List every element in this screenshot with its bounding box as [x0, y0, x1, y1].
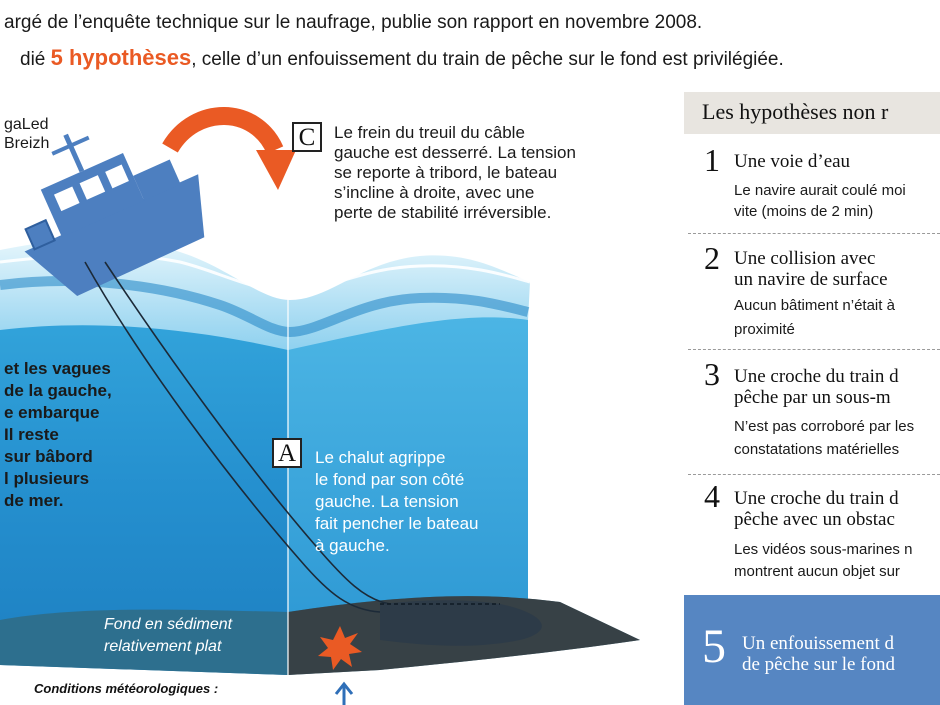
hypothesis-title: Une croche du train d — [734, 366, 899, 387]
hypothesis-title: Une voie d’eau — [734, 151, 851, 172]
step-c-line: perte de stabilité irréversible. — [334, 203, 552, 222]
retained-hypothesis-number: 5 — [702, 620, 726, 673]
step-b-line: e embarque — [4, 403, 100, 422]
hypothesis-text: Aucun bâtiment n’était à — [734, 297, 895, 314]
hypothesis-number: 4 — [704, 478, 720, 514]
hypothesis-text: N’est pas corroboré par les — [734, 418, 915, 435]
hypothesis-title: pêche par un sous-m — [734, 387, 891, 408]
step-b-line: de la gauche, — [4, 381, 112, 400]
hypothesis-title: pêche avec un obstac — [734, 509, 895, 530]
intro-line-2-end: , celle d’un enfouissement du train de pêche sur le fond est privilégiée. — [191, 49, 784, 70]
step-c-line: se reporte à tribord, le bateau — [334, 163, 558, 182]
hypotheses-count-highlight: 5 hypothèses — [50, 45, 192, 70]
retained-hypothesis-title — [742, 633, 895, 675]
step-a-description — [315, 447, 479, 557]
hypothesis-title: Une croche du train d — [734, 488, 899, 509]
step-a-line: fait pencher le bateau — [315, 514, 479, 533]
boat-name-line-1: gaLed — [4, 116, 49, 133]
boat-name-label — [4, 115, 49, 153]
step-c-line: s’incline à droite, avec une — [334, 183, 535, 202]
step-a-line: Le chalut agrippe — [315, 448, 446, 467]
hypothesis-number: 3 — [704, 356, 720, 392]
step-b-line: et les vagues — [4, 359, 111, 378]
step-a-line: le fond par son côté — [315, 470, 465, 489]
curved-arrow-icon — [170, 116, 275, 150]
hypothesis-title: Une collision avec — [734, 248, 876, 269]
step-b-line: l plusieurs — [4, 469, 90, 488]
step-b-line: sur bâbord — [4, 447, 93, 466]
hypothesis-text: proximité — [734, 321, 795, 338]
retained-hypothesis-title-line: Un enfouissement d — [742, 633, 894, 654]
intro-line-1: argé de l’enquête technique sur le naufrage, publie son rapport en novembre 2008. — [4, 12, 703, 33]
step-a-line: à gauche. — [315, 536, 390, 555]
step-c-line: Le frein du treuil du câble — [334, 123, 525, 142]
intro-line-2-start: dié — [20, 49, 51, 70]
seabed-label — [104, 614, 232, 658]
hypothesis-number: 2 — [704, 240, 720, 276]
step-b-line: Il reste — [4, 425, 59, 444]
step-b-line: de mer. — [4, 491, 64, 510]
retained-hypothesis-title-line: de pêche sur le fond — [742, 654, 895, 675]
hypothesis-title: un navire de surface — [734, 269, 888, 290]
seabed-label-line: Fond en sédiment — [104, 616, 233, 633]
hypothesis-text: constatations matérielles — [734, 441, 900, 458]
retained-hypothesis — [684, 595, 940, 705]
step-c-description — [334, 123, 576, 223]
step-a-label: A — [272, 438, 302, 468]
step-c-line: gauche est desserré. La tension — [334, 143, 576, 162]
boat-name-line-2: Breizh — [4, 135, 50, 152]
up-arrow-icon — [336, 684, 352, 705]
panel-title: Les hypothèses non r — [702, 99, 889, 124]
seabed-label-line: relativement plat — [104, 638, 222, 655]
separator — [688, 474, 940, 475]
separator — [688, 349, 940, 350]
rejected-hypotheses-panel — [684, 92, 940, 705]
separator — [688, 233, 940, 234]
hypothesis-text: vite (moins de 2 min) — [734, 203, 874, 220]
step-b-description — [4, 358, 112, 512]
hypothesis-number: 1 — [704, 142, 720, 178]
panel-header — [684, 92, 940, 134]
hypothesis-text: Les vidéos sous-marines n — [734, 541, 913, 558]
hypothesis-text: montrent aucun objet sur — [734, 563, 900, 580]
step-c-label: C — [292, 122, 322, 152]
hypothesis-text: Le navire aurait coulé moi — [734, 182, 906, 199]
weather-conditions-label: Conditions météorologiques : — [34, 681, 219, 696]
intro-line-2 — [20, 45, 784, 71]
step-a-line: gauche. La tension — [315, 492, 459, 511]
